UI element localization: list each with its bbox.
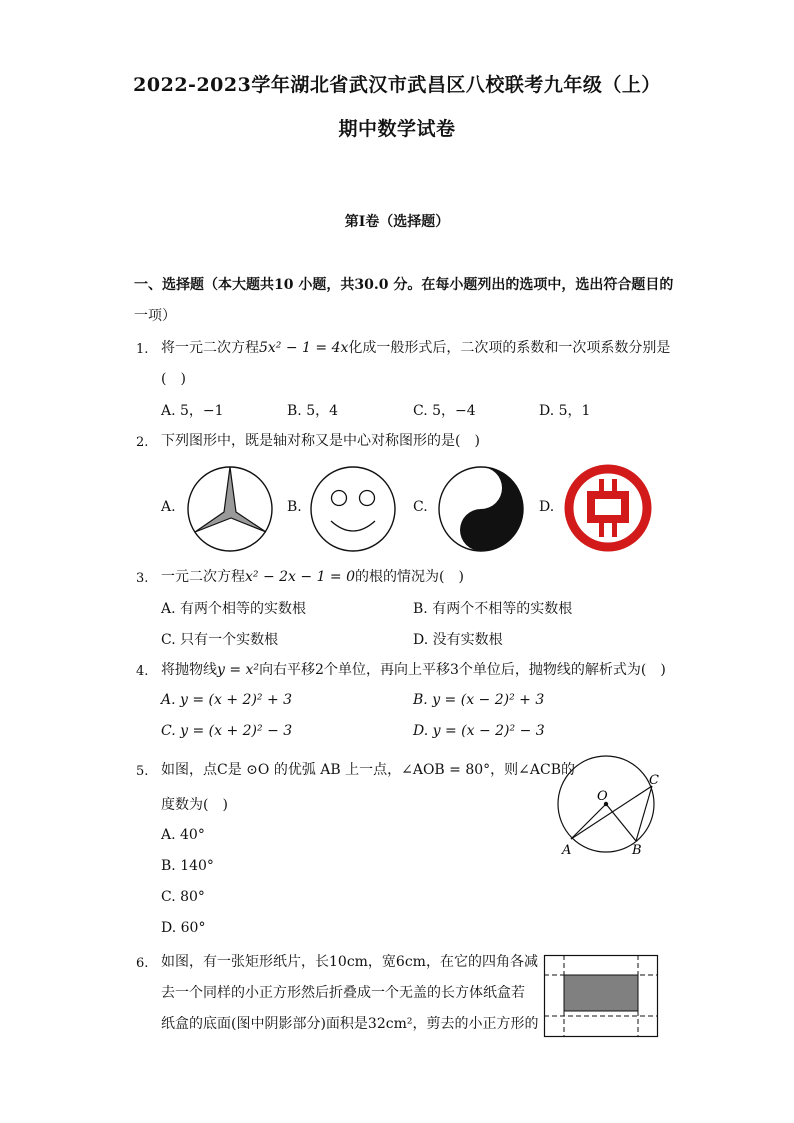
q5-option-c[interactable]: C. 80°: [161, 889, 205, 905]
q6-paper-figure: [544, 955, 658, 1037]
q3-stem: 一元二次方程x² − 2x − 1 = 0的根的情况为( ): [161, 569, 464, 585]
label-o: O: [597, 789, 608, 804]
q4-option-a[interactable]: A. y = (x + 2)² + 3: [161, 692, 293, 708]
section-title: 第Ⅰ卷（选择题）: [344, 214, 450, 230]
segment-ob: [606, 804, 636, 841]
label-c: C: [649, 773, 659, 788]
q1-option-b[interactable]: B. 5，4: [287, 403, 339, 419]
q2-figure-b[interactable]: [309, 465, 397, 553]
q4-number: 4.: [136, 664, 149, 679]
q5-circle-figure: [548, 756, 668, 861]
q2-figure-a[interactable]: [186, 465, 274, 553]
part1-heading: 一、选择题（本大题共10 小题，共30.0 分。在每小题列出的选项中，选出符合题目的: [134, 277, 674, 293]
q1-option-c[interactable]: C. 5，−4: [413, 403, 476, 419]
q4-option-c[interactable]: C. y = (x + 2)² − 3: [161, 723, 293, 739]
q2-option-c-label[interactable]: C.: [413, 499, 428, 515]
q4-option-b[interactable]: B. y = (x − 2)² + 3: [413, 692, 545, 708]
exam-title-line1: 2022-2023学年湖北省武汉市武昌区八校联考九年级（上）: [133, 74, 661, 96]
q1-option-d[interactable]: D. 5，1: [539, 403, 591, 419]
q3-option-d[interactable]: D. 没有实数根: [413, 632, 503, 648]
q5-stem-cont: 度数为( ): [161, 797, 228, 813]
q2-number: 2.: [136, 435, 149, 450]
q5-option-b[interactable]: B. 140°: [161, 858, 214, 874]
exam-title-line2: 期中数学试卷: [338, 118, 456, 140]
q1-option-a[interactable]: A. 5，−1: [161, 403, 224, 419]
q6-number: 6.: [136, 956, 149, 971]
segment-ac: [571, 786, 652, 839]
q2-figure-d[interactable]: [562, 462, 654, 554]
q3-number: 3.: [136, 571, 149, 586]
q6-line-c: 纸盒的底面(图中阴影部分)面积是32cm²，剪去的小正方形的: [161, 1016, 539, 1032]
segment-oa: [571, 804, 606, 839]
q1-stem: 将一元二次方程5x² − 1 = 4x化成一般形式后，二次项的系数和一次项系数分别是: [161, 340, 671, 356]
q5-number: 5.: [136, 764, 149, 779]
q5-option-d[interactable]: D. 60°: [161, 920, 206, 936]
q2-figure-c[interactable]: [437, 465, 525, 553]
q2-option-d-label[interactable]: D.: [539, 499, 555, 515]
part1-heading-cont: 一项）: [134, 308, 176, 324]
shaded-base: [564, 975, 638, 1011]
q2-option-a-label[interactable]: A.: [161, 499, 176, 515]
q3-option-a[interactable]: A. 有两个相等的实数根: [161, 601, 307, 617]
q2-stem: 下列图形中，既是轴对称又是中心对称图形的是( ): [161, 433, 480, 449]
q2-option-b-label[interactable]: B.: [287, 499, 302, 515]
q6-line-a: 如图，有一张矩形纸片，长10cm，宽6cm，在它的四角各减: [161, 954, 538, 970]
smiley-face-icon: [311, 467, 395, 551]
label-a: A: [562, 843, 572, 858]
q3-option-b[interactable]: B. 有两个不相等的实数根: [413, 601, 573, 617]
q1-number: 1.: [136, 342, 149, 357]
q6-line-b: 去一个同样的小正方形然后折叠成一个无盖的长方体纸盒若: [161, 985, 525, 1001]
q5-option-a[interactable]: A. 40°: [161, 827, 205, 843]
q4-option-d[interactable]: D. y = (x − 2)² − 3: [413, 723, 545, 739]
q4-stem: 将抛物线y = x²向右平移2个单位，再向上平移3个单位后，抛物线的解析式为( ): [161, 662, 666, 678]
label-b: B: [632, 843, 642, 858]
q1-stem-paren: ( ): [161, 371, 186, 387]
q3-option-c[interactable]: C. 只有一个实数根: [161, 632, 279, 648]
q5-stem: 如图，点C是 ⊙O 的优弧 AB 上一点，∠AOB = 80°，则∠ACB的: [161, 762, 576, 778]
